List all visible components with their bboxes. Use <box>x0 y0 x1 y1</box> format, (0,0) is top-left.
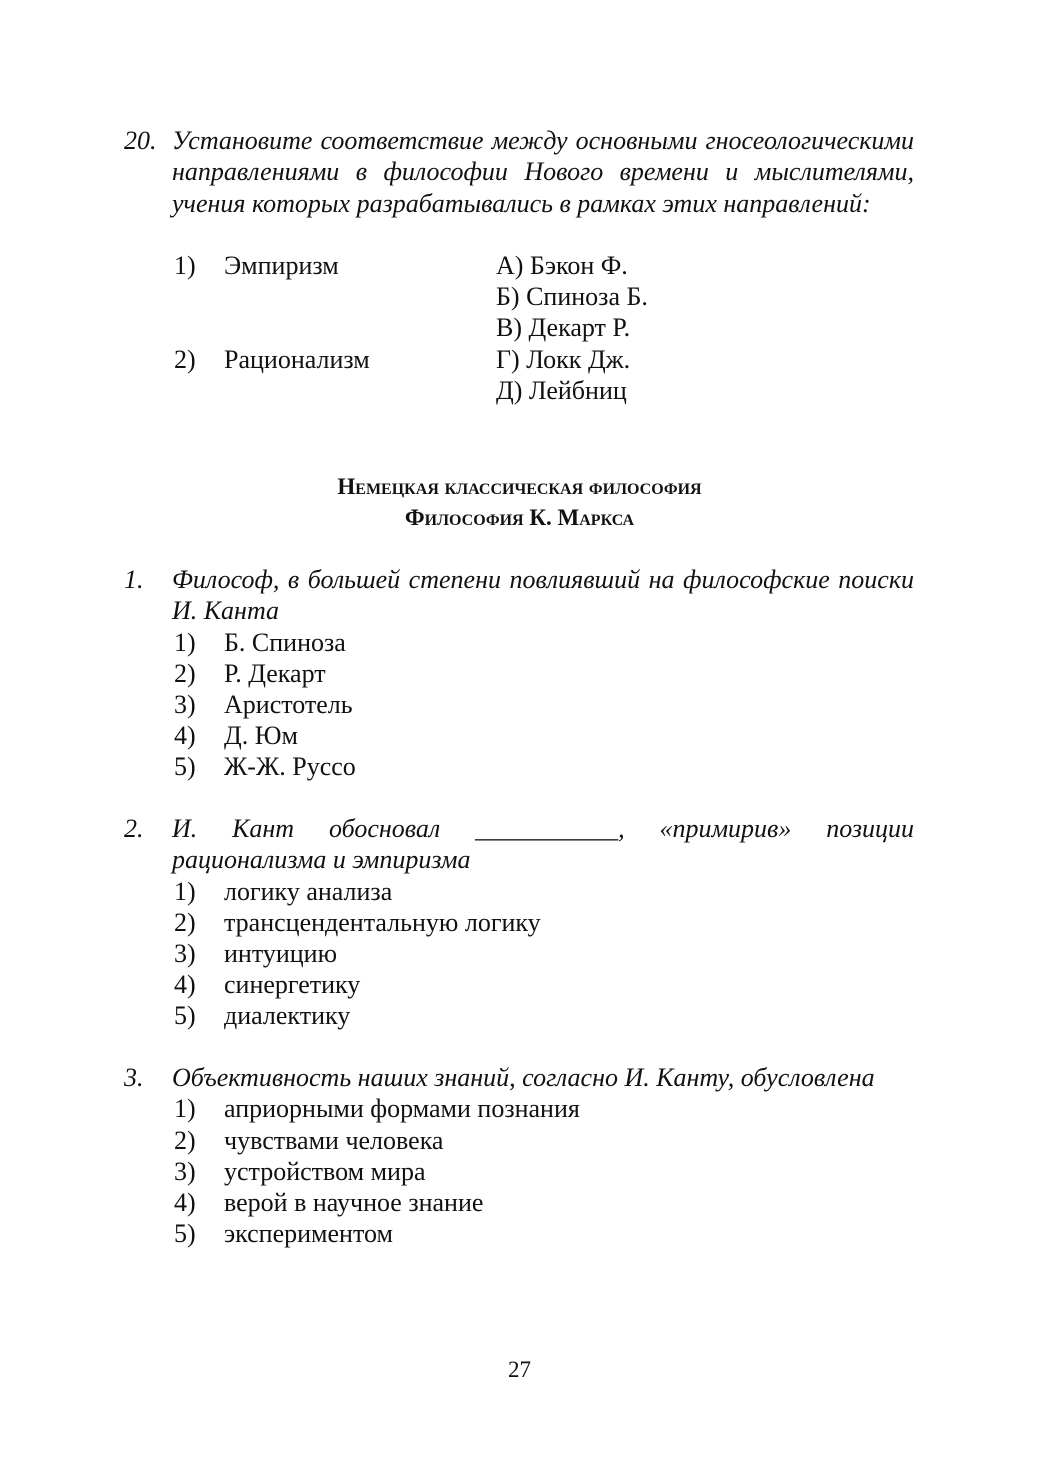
option-number: 5) <box>174 1001 196 1031</box>
right-label: А) Бэкон Ф. <box>496 251 628 280</box>
question-3-head <box>124 1062 914 1093</box>
matching-row <box>174 375 774 406</box>
page-number: 27 <box>508 1357 531 1382</box>
answer-options <box>124 876 914 1032</box>
option-label: трансцендентальную логику <box>224 907 541 937</box>
matching-row <box>174 344 774 375</box>
left-number <box>174 312 224 343</box>
option-label: экспериментом <box>224 1219 393 1249</box>
answer-option <box>174 689 914 720</box>
answer-option <box>174 1156 914 1187</box>
question-number: 20. <box>124 126 157 155</box>
right-label: Д) Лейбниц <box>496 375 627 405</box>
question-number: 2. <box>124 814 144 843</box>
question-20-head <box>124 125 914 219</box>
answer-option <box>174 658 914 689</box>
matching-table <box>174 250 774 406</box>
left-number: 2) <box>174 344 196 374</box>
question-number: 3. <box>124 1063 144 1092</box>
answer-option <box>174 907 914 938</box>
question-1 <box>124 564 914 783</box>
option-label: априорными формами познания <box>224 1094 580 1124</box>
answer-option <box>174 1187 914 1218</box>
option-label: Д. Юм <box>224 721 298 751</box>
answer-option <box>174 720 914 751</box>
answer-option <box>174 751 914 782</box>
answer-option <box>174 876 914 907</box>
left-label: Эмпиризм <box>224 251 339 280</box>
option-label: логику анализа <box>224 876 393 906</box>
question-text: Установите соответствие между основными гносеологическими направлениями в философии Нового времени и мыслителями, учения которых разрабатывались в рамках этих направлений: <box>172 126 914 218</box>
matching-row <box>174 312 774 343</box>
left-number <box>174 281 224 312</box>
option-number: 4) <box>174 721 196 751</box>
answer-options <box>124 1093 914 1249</box>
question-20 <box>124 125 914 219</box>
option-number: 3) <box>174 1156 196 1186</box>
question-text: Объективность наших знаний, согласно И. Канту, обусловлена <box>172 1063 875 1092</box>
question-1-head <box>124 564 914 627</box>
option-label: Ж-Ж. Руссо <box>224 752 356 782</box>
question-2 <box>124 813 914 1032</box>
option-number: 4) <box>174 970 196 1000</box>
right-label: В) Декарт Р. <box>496 313 631 343</box>
answer-option <box>174 627 914 658</box>
section-title-line-2: Философия К. Маркса <box>404 505 635 530</box>
option-number: 4) <box>174 1187 196 1217</box>
option-number: 1) <box>174 627 196 657</box>
option-label: синергетику <box>224 970 361 1000</box>
option-number: 2) <box>174 907 196 937</box>
option-label: Аристотель <box>224 690 353 719</box>
option-label: устройством мира <box>224 1156 426 1186</box>
question-number: 1. <box>124 565 144 594</box>
left-number: 1) <box>174 251 196 280</box>
answer-option <box>174 1125 914 1156</box>
right-label: Г) Локк Дж. <box>496 344 631 374</box>
answer-option <box>174 969 914 1000</box>
option-number: 1) <box>174 876 196 906</box>
option-number: 5) <box>174 752 196 782</box>
answer-options <box>124 627 914 783</box>
right-label: Б) Спиноза Б. <box>496 282 648 312</box>
option-number: 5) <box>174 1219 196 1249</box>
answer-option <box>174 1000 914 1031</box>
question-2-head <box>124 813 914 876</box>
answer-option <box>174 1093 914 1124</box>
option-number: 3) <box>174 939 196 968</box>
option-label: чувствами человека <box>224 1125 444 1155</box>
section-title-line-1: Немецкая классическая философия <box>337 474 702 499</box>
answer-option <box>174 1218 914 1249</box>
matching-row <box>174 250 774 281</box>
matching-row <box>174 281 774 312</box>
question-3 <box>124 1062 914 1249</box>
left-number <box>174 375 224 406</box>
question-text: И. Кант обосновал ___________, «примирив» позиции рационализма и эмпиризма <box>172 814 914 875</box>
option-number: 2) <box>174 1125 196 1155</box>
left-label: Рационализм <box>224 344 370 374</box>
option-label: Б. Спиноза <box>224 627 346 657</box>
option-number: 3) <box>174 690 196 719</box>
answer-option <box>174 938 914 969</box>
option-number: 1) <box>174 1094 196 1124</box>
option-number: 2) <box>174 658 196 688</box>
option-label: диалектику <box>224 1001 351 1031</box>
option-label: Р. Декарт <box>224 658 326 688</box>
option-label: интуицию <box>224 939 338 968</box>
option-label: верой в научное знание <box>224 1187 484 1217</box>
question-text: Философ, в большей степени повлиявший на философские поиски И. Канта <box>172 565 914 626</box>
